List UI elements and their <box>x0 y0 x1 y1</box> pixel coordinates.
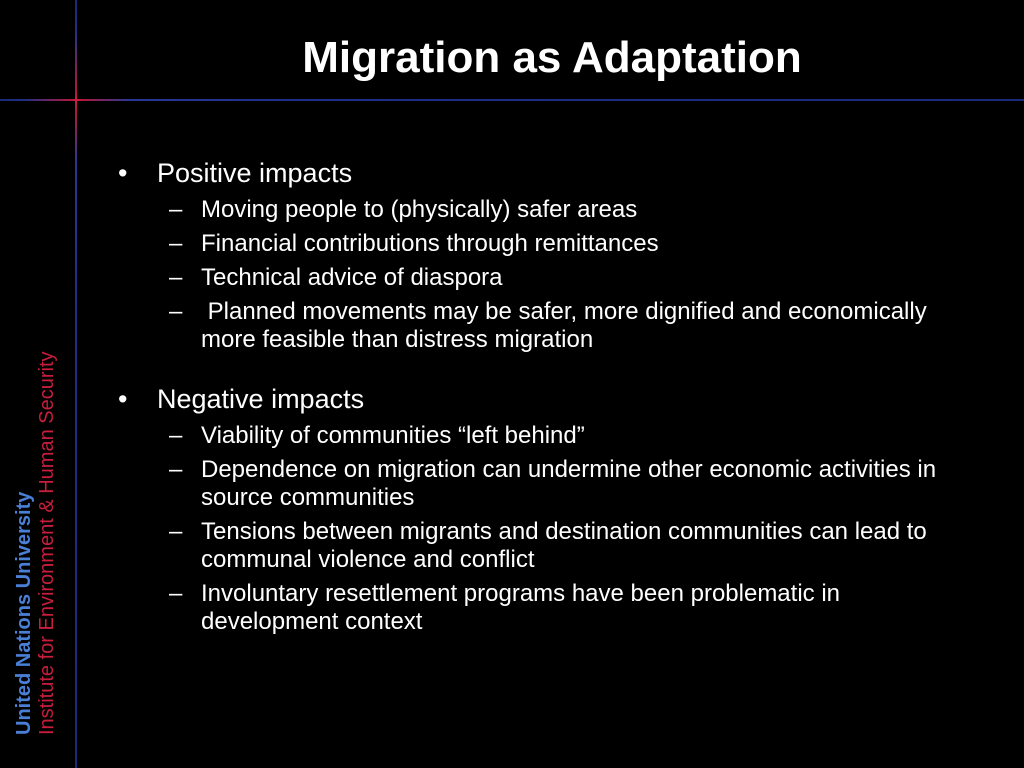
sub-item <box>118 580 978 636</box>
sidebar-org-name: United Nations University <box>13 491 35 735</box>
dash-marker: – <box>169 456 183 483</box>
sub-item <box>118 230 978 258</box>
sidebar-branding <box>13 275 73 735</box>
sub-item-text: Moving people to (physically) safer areas <box>201 196 638 223</box>
slide-content <box>118 156 978 636</box>
dash-marker: – <box>169 422 183 449</box>
dash-marker: – <box>169 196 183 223</box>
bullet-item <box>118 156 978 190</box>
sub-item-text: Dependence on migration can undermine other economic activities in source communities <box>201 456 937 511</box>
sub-item <box>118 298 978 354</box>
sub-item-text: Planned movements may be safer, more dignified and economically more feasible than distress migration <box>201 298 934 353</box>
bullet-item <box>118 382 978 416</box>
bullet-marker: • <box>118 384 128 414</box>
section-positive-impacts <box>118 156 978 354</box>
dash-marker: – <box>169 518 183 545</box>
sidebar-institute-name: Institute for Environment & Human Security <box>36 351 58 735</box>
sub-item <box>118 422 978 450</box>
sub-item <box>118 518 978 574</box>
sub-item-text: Viability of communities “left behind” <box>201 422 585 449</box>
sub-list <box>118 422 978 636</box>
horizontal-rule <box>0 99 1024 101</box>
sub-list <box>118 196 978 354</box>
slide-title: Migration as Adaptation <box>302 33 802 82</box>
sub-item <box>118 264 978 292</box>
sub-item-text: Technical advice of diaspora <box>201 264 503 291</box>
bullet-marker: • <box>118 158 128 188</box>
dash-marker: – <box>169 580 183 607</box>
sub-item <box>118 196 978 224</box>
dash-marker: – <box>169 298 183 325</box>
sub-item <box>118 456 978 512</box>
cross-accent-vertical <box>75 30 77 165</box>
dash-marker: – <box>169 264 183 291</box>
sub-item-text: Tensions between migrants and destination communities can lead to communal violence and conflict <box>201 518 927 573</box>
dash-marker: – <box>169 230 183 257</box>
section-negative-impacts <box>118 382 978 636</box>
sub-item-text: Involuntary resettlement programs have been problematic in development context <box>201 580 840 635</box>
bullet-heading: Negative impacts <box>157 384 365 414</box>
cross-accent-horizontal <box>24 99 130 101</box>
bullet-heading: Positive impacts <box>157 158 353 188</box>
sub-item-text: Financial contributions through remittances <box>201 230 659 257</box>
